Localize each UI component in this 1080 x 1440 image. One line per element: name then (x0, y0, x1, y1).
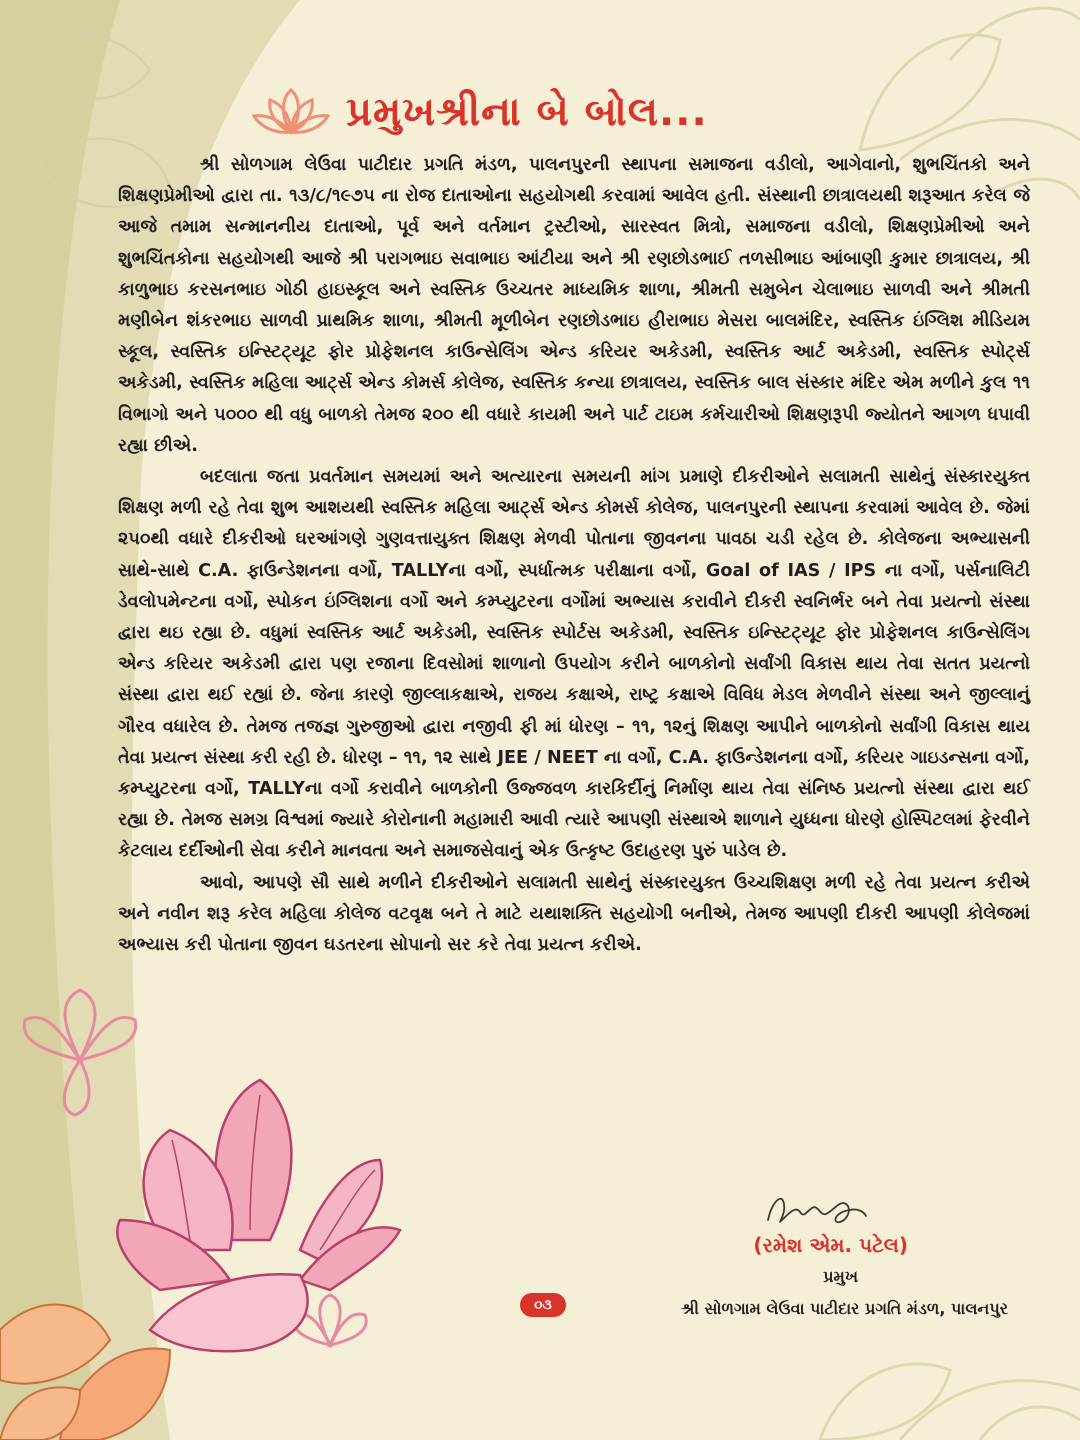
paragraph-1: શ્રી સોળગામ લેઉવા પાટીદાર પ્રગતિ મંડળ, પાલનપુરની સ્થાપના સમાજના વડીલો, આગેવાનો, શુભચિંતકો અને શિક્ષણપ્રેમીઓ દ્વારા તા. ૧૩/૮/૧૯૭૫ ના રોજ દાતાઓના સહયોગથી કરવામાં આવેલ હતી. સંસ્થાની છાત્રાલયથી શરૂઆત કરેલ જે આજે તમામ સન્માનનીય દાતાઓ, પૂર્વ અને વર્તમાન ટ્રસ્ટીઓ, સારસ્વત મિત્રો, સમાજના વડીલો, શિક્ષણપ્રેમીઓ અને શુભચિંતકોના સહયોગથી આજે શ્રી પરાગભાઇ સવાભાઇ આંટીયા અને શ્રી રણછોડભાઈ તળસીભાઇ આંબાણી કુમાર છાત્રાલય, શ્રી કાળુભાઇ કરસનભાઇ ગોઠી હાઇસ્કૂલ અને સ્વસ્તિક ઉચ્ચતર માધ્યમિક શાળા, શ્રીમતી સમુબેન ચેલાભાઇ સાળવી અને શ્રીમતી મણીબેન શંકરભાઇ સાળવી પ્રાથમિક શાળા, શ્રીમતી મૂળીબેન રણછોડભાઇ હીરાભાઇ મેસરા બાલમંદિર, સ્વસ્તિક ઇંગ્લિશ મીડિયમ સ્કૂલ, સ્વસ્તિક ઇન્સ્ટિટ્યૂટ ફોર પ્રોફેશનલ કાઉન્સેલિંગ એન્ડ કરિયર અકેડમી, સ્વસ્તિક આર્ટ અકેડમી, સ્વસ્તિક સ્પોર્ટ્સ અકેડમી, સ્વસ્તિક મહિલા આર્ટ્સ એન્ડ કોમર્સ કોલેજ, સ્વસ્તિક કન્યા છાત્રાલય, સ્વસ્તિક બાલ સંસ્કાર મંદિર એમ મળીને કુલ ૧૧ વિભાગો અને ૫૦૦૦ થી વધુ બાળકો તેમજ ૨૦૦ થી વધારે કાયમી અને પાર્ટ ટાઇમ કર્મચારીઓ શિક્ષણરૂપી જ્યોતને આગળ ધપાવી રહ્યા છીએ. (118, 155, 1030, 456)
paragraph-3: આવો, આપણે સૌ સાથે મળીને દીકરીઓને સલામતી સાથેનું સંસ્કારયુક્ત ઉચ્ચશિક્ષણ મળી રહે તેવા પ્રયત્ન કરીએ અને નવીન શરૂ કરેલ મહિલા કોલેજ વટવૃક્ષ બને તે માટે યથાશક્તિ સહયોગી બનીએ, તેમજ આપણી દીકરી આપણી કોલેજમાં અભ્યાસ કરી પોતાના જીવન ઘડતરના સોપાનો સર કરે તેવા પ્રયત્ન કરીએ. (118, 872, 1030, 956)
message-body (118, 150, 1030, 961)
paragraph-2: બદલાતા જતા પ્રવર્તમાન સમયમાં અને અત્યારના સમયની માંગ પ્રમાણે દીકરીઓને સલામતી સાથેનું સંસ્કારયુક્ત શિક્ષણ મળી રહે તેવા શુભ આશયથી સ્વસ્તિક મહિલા આર્ટ્સ એન્ડ કોમર્સ કોલેજ, પાલનપુરની સ્થાપના કરવામાં આવેલ છે. જેમાં ૨૫૦થી વધારે દીકરીઓ ઘરઆંગણે ગુણવત્તાયુક્ત શિક્ષણ મેળવી પોતાના જીવનના પાવઠા ચડી રહેલ છે. કોલેજના અભ્યાસની સાથે-સાથે C.A. ફાઉન્ડેશનના વર્ગો, TALLYના વર્ગો, સ્પર્ધાત્મક પરીક્ષાના વર્ગો, Goal of IAS / IPS ના વર્ગો, પર્સનાલિટી ડેવલોપમેન્ટના વર્ગો, સ્પોકન ઇંગ્લિશના વર્ગો અને કમ્પ્યુટરના વર્ગોમાં અભ્યાસ કરાવીને દીકરી સ્વનિર્ભર બને તેવા પ્રયત્નો સંસ્થા દ્વારા થઇ રહ્યા છે. વધુમાં સ્વસ્તિક આર્ટ અકેડમી, સ્વસ્તિક સ્પોર્ટસ અકેડમી, સ્વસ્તિક ઇન્સ્ટિટ્યૂટ ફોર પ્રોફેશનલ કાઉન્સેલિંગ એન્ડ કરિયર અકેડમી દ્વારા પણ રજાના દિવસોમાં શાળાનો ઉપયોગ કરીને બાળકોનો સર્વાંગી વિકાસ થાય તેવા સતત પ્રયત્નો સંસ્થા દ્વારા થઈ રહ્યાં છે. જેના કારણે જીલ્લાકક્ષાએ, રાજય કક્ષાએ, રાષ્ટ્ર કક્ષાએ વિવિધ મેડલ મેળવીને સંસ્થા અને જીલ્લાનું ગૌરવ વધારેલ છે. તેમજ તજજ્ઞ ગુરુજીઓ દ્વારા નજીવી ફી માં ધોરણ – ૧૧, ૧૨નું શિક્ષણ આપીને બાળકોનો સર્વાંગી વિકાસ થાય તેવા પ્રયત્ન સંસ્થા કરી રહી છે. ધોરણ – ૧૧, ૧૨ સાથે JEE / NEET ના વર્ગો, C.A. ફાઉન્ડેશનના વર્ગો, કરિયર ગાઇડન્સના વર્ગો, કમ્પ્યુટરના વર્ગો, TALLYના વર્ગો કરાવીને બાળકોની ઉજ્જવળ કારકિર્દીનું નિર્માણ થાય તેવા સંનિષ્ઠ પ્રયત્નો સંસ્થા દ્વારા થઈ રહ્યા છે. તેમજ સમગ્ર વિશ્વમાં જ્યારે કોરોનાની મહામારી આવી ત્યારે આપણી સંસ્થાએ શાળાને યુધ્ધના ધોરણે હોસ્પિટલમાં ફેરવીને કેટલાય દર્દીઓની સેવા કરીને માનવતા અને સમાજસેવાનું એક ઉત્કૃષ્ટ ઉદાહરણ પુરું પાડેલ છે. (118, 467, 1030, 862)
lotus-icon (250, 86, 332, 138)
page-title: પ્રમુખશ્રીના બે બોલ... (346, 89, 708, 135)
page-number-badge: ૦૩ (520, 1293, 566, 1317)
title-block (250, 82, 708, 142)
signatory-role: પ્રમુખ (823, 1267, 858, 1286)
signature-block (408, 1233, 1008, 1319)
signatory-organization: શ્રી સોળગામ લેઉવા પાટીદાર પ્રગતિ મંડળ, પાલનપુર (681, 1299, 1008, 1318)
handwritten-signature (760, 1182, 870, 1234)
signatory-name: (રમેશ એમ. પટેલ) (753, 1233, 908, 1257)
